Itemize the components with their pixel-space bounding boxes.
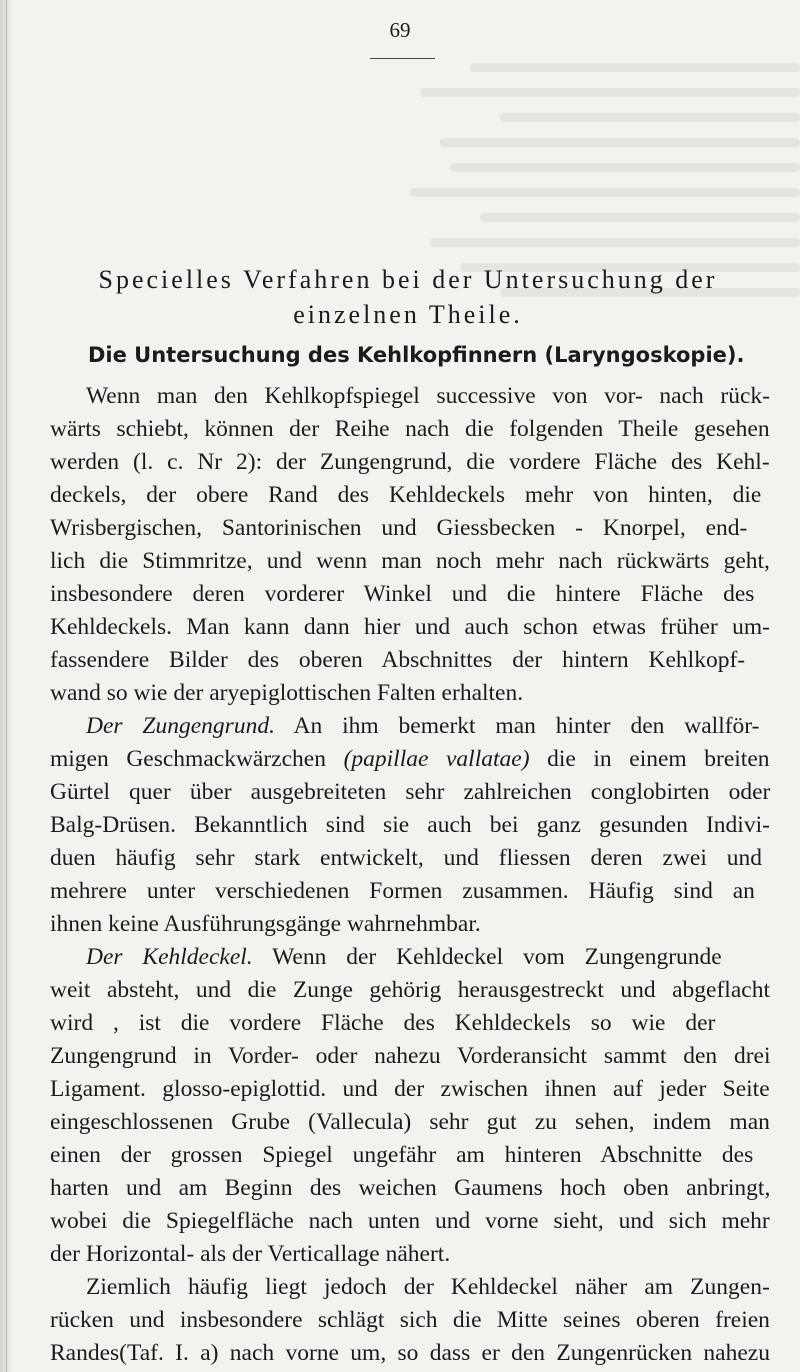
section-heading — [52, 262, 764, 332]
text-line: Der Kehldeckel. Wenn der Kehldeckel vom Zungengrunde — [86, 944, 722, 970]
text-line: deckels, der obere Rand des Kehldeckels mehr von hinten, die — [50, 482, 762, 508]
text-line: wobei die Spiegelfläche nach unten und vorne sieht, und sich mehr — [50, 1208, 770, 1234]
page-number-rule — [370, 58, 435, 59]
text-line: weit absteht, und die Zunge gehörig herausgestreckt und abgeflacht — [50, 977, 770, 1003]
text-line: der Horizontal- als der Verticallage nähert. — [50, 1241, 451, 1267]
text-line: lich die Stimmritze, und wenn man noch mehr nach rückwärts geht, — [50, 548, 770, 574]
page-number: 69 — [389, 18, 411, 42]
text-line: Zungengrund in Vorder- oder nahezu Vorderansicht sammt den drei — [50, 1043, 771, 1069]
text-line: rücken und insbesondere schlägt sich die Mitte seines oberen freien — [50, 1307, 770, 1333]
text-line: Ligament. glosso-epiglottid. und der zwischen ihnen auf jeder Seite — [50, 1076, 770, 1102]
text-line: Gürtel quer über ausgebreiteten sehr zahlreichen conglobirten oder — [50, 779, 771, 805]
text-line: mehrere unter verschiedenen Formen zusammen. Häufig sind an — [50, 878, 755, 904]
text-line: Balg-Drüsen. Bekanntlich sind sie auch bei ganz gesunden Indivi- — [50, 812, 770, 838]
page-left-edge — [0, 0, 14, 1372]
text-line: duen häufig sehr stark entwickelt, und fliessen deren zwei und — [50, 845, 763, 871]
text-line: migen Geschmackwärzchen (papillae vallatae) die in einem breiten — [50, 746, 770, 772]
body-text — [50, 380, 770, 1370]
text-line: harten und am Beginn des weichen Gaumens hoch oben anbringt, — [50, 1175, 771, 1201]
subheading: Die Untersuchung des Kehlkopfinnern (Laryngoskopie). — [88, 343, 745, 367]
text-line: wand so wie der aryepiglottischen Falten erhalten. — [50, 680, 524, 706]
text-line: Der Zungengrund. An ihm bemerkt man hinter den wallför- — [86, 713, 760, 739]
text-line: Kehldeckels. Man kann dann hier und auch schon etwas früher um- — [50, 614, 770, 640]
text-line: wird , ist die vordere Fläche des Kehldeckels so wie der — [50, 1010, 716, 1036]
text-line: insbesondere deren vorderer Winkel und die hintere Fläche des — [50, 581, 755, 607]
text-line: Ziemlich häufig liegt jedoch der Kehldeckel näher am Zungen- — [86, 1274, 770, 1300]
text-line: Wenn man den Kehlkopfspiegel successive von vor- nach rück- — [86, 383, 770, 409]
text-line: einen der grossen Spiegel ungefähr am hinteren Abschnitte des — [50, 1142, 754, 1168]
text-line: werden (l. c. Nr 2): der Zungengrund, die vordere Fläche des Kehl- — [50, 449, 770, 475]
section-title-kehldeckel: Der Kehldeckel. — [86, 944, 253, 970]
heading-line-1: Specielles Verfahren bei der Untersuchung der — [98, 265, 718, 294]
text-line: ihnen keine Ausführungsgänge wahrnehmbar. — [50, 911, 481, 937]
text-line: Randes(Taf. I. a) nach vorne um, so dass er den Zungenrücken nahezu — [50, 1340, 770, 1366]
text-line: eingeschlossenen Grube (Vallecula) sehr gut zu sehen, indem man — [50, 1109, 770, 1135]
section-title-zungengrund: Der Zungengrund. — [86, 713, 275, 739]
text-line: wärts schiebt, können der Reihe nach die folgenden Theile gesehen — [50, 416, 770, 442]
text-line: Wrisbergischen, Santorinischen und Giessbecken - Knorpel, end- — [50, 515, 748, 541]
heading-line-2: einzelnen Theile. — [293, 300, 523, 329]
latin-term: (papillae vallatae) — [343, 746, 530, 772]
text-line: fassendere Bilder des oberen Abschnittes der hintern Kehlkopf- — [50, 647, 746, 673]
